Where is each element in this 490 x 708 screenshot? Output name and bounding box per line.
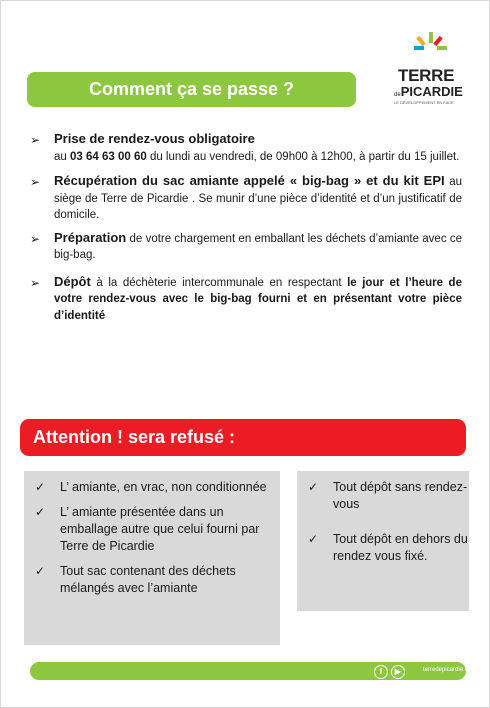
section-title: Comment ça se passe ? (88, 79, 295, 99)
arrow-icon: ➢ (30, 133, 41, 147)
arrow-icon: ➢ (30, 231, 41, 246)
logo-text-picardie: dePICARDIE (394, 84, 463, 99)
check-icon: ✓ (308, 532, 319, 546)
step-title: Dépôt (54, 273, 91, 289)
refused-box-right (297, 471, 469, 611)
refused-item: ✓ Tout dépôt sans rendez-vous (308, 480, 468, 511)
youtube-icon[interactable]: ▶ (391, 665, 405, 679)
refused-box-left (24, 471, 280, 645)
arrow-icon: ➢ (30, 275, 41, 290)
attention-bar (20, 419, 466, 456)
check-icon: ✓ (35, 505, 46, 519)
website-link[interactable]: terredepicardie.fr (423, 667, 469, 673)
step-item-depot: ➢ Dépôt à la déchèterie intercommunale en respectant le jour et l’heure de votre rendez-vous avec le big-bag fourni et en présentant votre pièce d’identité (30, 273, 462, 322)
facebook-icon[interactable]: f (374, 665, 388, 679)
phone-number: 03 64 63 00 60 (70, 150, 147, 163)
steps-list (30, 131, 462, 330)
check-icon: ✓ (35, 564, 46, 578)
section-title-bar (27, 72, 356, 107)
refused-item: ✓ Tout sac contenant des déchets mélangés avec l’amiante (35, 564, 236, 595)
refused-item: ✓ Tout dépôt en dehors du rendez vous fixé. (308, 532, 468, 563)
step-title: Prise de rendez-vous obligatoire (54, 131, 255, 146)
arrow-icon: ➢ (30, 175, 41, 189)
logo-tagline: LE DÉVELOPPEMENT EN FACE (394, 100, 454, 105)
check-icon: ✓ (35, 480, 46, 494)
check-icon: ✓ (308, 480, 319, 494)
footer-bar (30, 662, 469, 680)
step-item-rendezvous: ➢ Prise de rendez-vous obligatoire au 03 64 63 00 60 du lundi au vendredi, de 09h00 à 12h00, à partir du 15 juillet. (30, 131, 460, 163)
step-item-preparation: ➢ Préparation de votre chargement en emballant les déchets d’amiante avec ce big-bag. (30, 229, 462, 261)
step-title: Préparation (54, 229, 127, 245)
refused-item: ✓ L’ amiante, en vrac, non conditionnée (35, 480, 267, 494)
step-title: Récupération du sac amiante appelé « big-bag » et du kit EPI (54, 173, 445, 188)
step-item-recuperation: ➢ Récupération du sac amiante appelé « big-bag » et du kit EPI au siège de Terre de Picardie . Se munir d’une pièce d’identité et d’un justificatif de domicile. (30, 173, 462, 221)
logo-text-terre: TERRE (398, 66, 455, 85)
refused-item: ✓ L’ amiante présentée dans un emballage autre que celui fourni par Terre de Picardie (35, 505, 260, 553)
attention-title: Attention ! sera refusé : (33, 427, 236, 447)
